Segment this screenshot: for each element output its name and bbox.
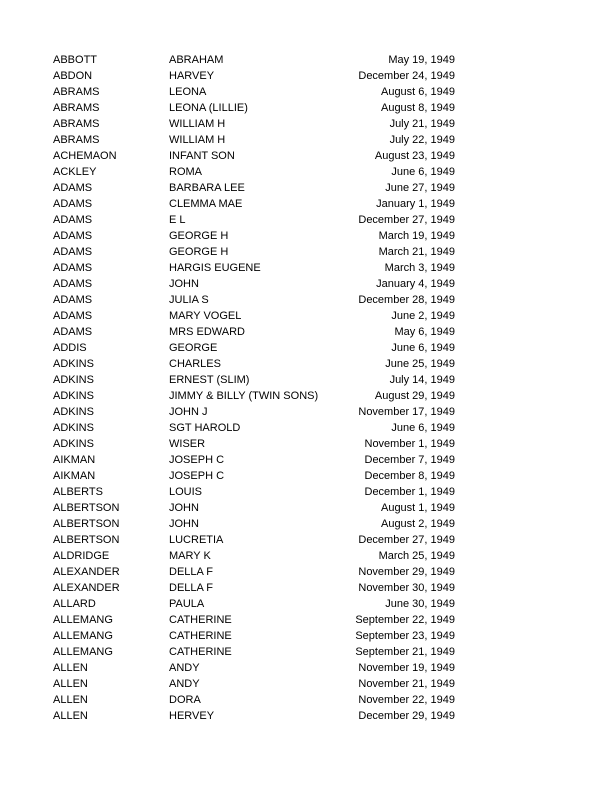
table-row: [53, 660, 455, 676]
date-cell: June 30, 1949: [385, 598, 455, 610]
date-cell: November 17, 1949: [358, 406, 455, 418]
surname-cell: ALLEMANG: [53, 614, 113, 626]
surname-cell: ABRAMS: [53, 118, 100, 130]
surname-cell: ALBERTSON: [53, 518, 120, 530]
given-name-cell: MARY K: [169, 550, 211, 562]
given-name-cell: MRS EDWARD: [169, 326, 245, 338]
given-name-cell: WISER: [169, 438, 206, 450]
table-row: [53, 628, 455, 644]
date-cell: June 6, 1949: [391, 422, 455, 434]
table-row: [53, 452, 455, 468]
surname-cell: AIKMAN: [53, 454, 96, 466]
surname-cell: ALEXANDER: [53, 566, 120, 578]
date-cell: July 22, 1949: [389, 134, 455, 146]
surname-cell: ALLEMANG: [53, 630, 113, 642]
given-name-cell: INFANT SON: [169, 150, 235, 162]
table-row: [53, 196, 455, 212]
table-row: [53, 52, 455, 68]
surname-cell: ALBERTSON: [53, 502, 120, 514]
surname-cell: ADKINS: [53, 374, 94, 386]
given-name-cell: CLEMMA MAE: [169, 198, 243, 210]
date-cell: December 8, 1949: [364, 470, 455, 482]
date-cell: March 3, 1949: [384, 262, 455, 274]
date-cell: September 23, 1949: [355, 630, 455, 642]
surname-cell: ALDRIDGE: [53, 550, 110, 562]
given-name-cell: CATHERINE: [169, 646, 232, 658]
surname-cell: ALBERTS: [53, 486, 103, 498]
given-name-cell: DELLA F: [169, 582, 214, 594]
date-cell: December 29, 1949: [358, 710, 455, 722]
table-row: [53, 84, 455, 100]
given-name-cell: LEONA: [169, 86, 207, 98]
given-name-cell: BARBARA LEE: [169, 182, 245, 194]
date-cell: June 27, 1949: [385, 182, 455, 194]
table-row: [53, 580, 455, 596]
date-cell: November 29, 1949: [358, 566, 455, 578]
given-name-cell: WILLIAM H: [169, 118, 226, 130]
table-row: [53, 484, 455, 500]
given-name-cell: JOSEPH C: [169, 454, 225, 466]
table-row: [53, 372, 455, 388]
table-row: [53, 564, 455, 580]
date-cell: March 25, 1949: [378, 550, 455, 562]
date-cell: March 21, 1949: [378, 246, 455, 258]
surname-cell: ADAMS: [53, 326, 93, 338]
table-row: [53, 212, 455, 228]
date-cell: November 30, 1949: [358, 582, 455, 594]
given-name-cell: DORA: [169, 694, 201, 706]
table-row: [53, 548, 455, 564]
surname-cell: ADAMS: [53, 182, 93, 194]
date-cell: November 1, 1949: [364, 438, 455, 450]
date-cell: June 6, 1949: [391, 166, 455, 178]
table-row: [53, 516, 455, 532]
given-name-cell: PAULA: [169, 598, 205, 610]
date-cell: May 6, 1949: [394, 326, 455, 338]
table-row: [53, 404, 455, 420]
date-cell: July 21, 1949: [389, 118, 455, 130]
table-row: [53, 276, 455, 292]
date-cell: September 22, 1949: [355, 614, 455, 626]
given-name-cell: DELLA F: [169, 566, 214, 578]
given-name-cell: GEORGE: [169, 342, 218, 354]
surname-cell: ALLARD: [53, 598, 96, 610]
surname-cell: ADAMS: [53, 262, 93, 274]
table-row: [53, 68, 455, 84]
surname-cell: ADAMS: [53, 278, 93, 290]
surname-cell: ABBOTT: [53, 54, 98, 66]
surname-cell: ABRAMS: [53, 86, 100, 98]
table-row: [53, 532, 455, 548]
table-row: [53, 308, 455, 324]
table-row: [53, 180, 455, 196]
table-row: [53, 436, 455, 452]
table-row: [53, 612, 455, 628]
given-name-cell: ABRAHAM: [169, 54, 224, 66]
given-name-cell: WILLIAM H: [169, 134, 226, 146]
surname-cell: ADKINS: [53, 406, 94, 418]
surname-cell: ALEXANDER: [53, 582, 120, 594]
given-name-cell: JOHN: [169, 278, 199, 290]
surname-cell: ADAMS: [53, 198, 93, 210]
given-name-cell: CATHERINE: [169, 630, 232, 642]
surname-cell: ADKINS: [53, 438, 94, 450]
table-row: [53, 708, 455, 724]
date-cell: May 19, 1949: [388, 54, 455, 66]
date-cell: July 14, 1949: [389, 374, 455, 386]
table-row: [53, 356, 455, 372]
surname-cell: ALBERTSON: [53, 534, 120, 546]
given-name-cell: GEORGE H: [169, 246, 229, 258]
date-cell: August 23, 1949: [374, 150, 455, 162]
table-row: [53, 692, 455, 708]
given-name-cell: ANDY: [169, 662, 200, 674]
table-row: [53, 644, 455, 660]
given-name-cell: E L: [169, 214, 186, 226]
given-name-cell: JIMMY & BILLY (TWIN SONS): [169, 390, 319, 402]
given-name-cell: MARY VOGEL: [169, 310, 242, 322]
table-row: [53, 260, 455, 276]
name-index-list: [53, 52, 455, 724]
table-row: [53, 388, 455, 404]
surname-cell: ALLEN: [53, 662, 88, 674]
date-cell: January 1, 1949: [376, 198, 455, 210]
surname-cell: ADKINS: [53, 422, 94, 434]
given-name-cell: CHARLES: [169, 358, 221, 370]
surname-cell: ALLEMANG: [53, 646, 113, 658]
given-name-cell: ANDY: [169, 678, 200, 690]
given-name-cell: HERVEY: [169, 710, 215, 722]
given-name-cell: ROMA: [169, 166, 202, 178]
surname-cell: ADAMS: [53, 230, 93, 242]
table-row: [53, 164, 455, 180]
surname-cell: ALLEN: [53, 710, 88, 722]
date-cell: December 28, 1949: [358, 294, 455, 306]
date-cell: November 22, 1949: [358, 694, 455, 706]
given-name-cell: HARVEY: [169, 70, 215, 82]
date-cell: August 6, 1949: [380, 86, 455, 98]
given-name-cell: GEORGE H: [169, 230, 229, 242]
surname-cell: AIKMAN: [53, 470, 96, 482]
table-row: [53, 324, 455, 340]
given-name-cell: HARGIS EUGENE: [169, 262, 261, 274]
given-name-cell: JOHN: [169, 518, 199, 530]
date-cell: August 8, 1949: [380, 102, 455, 114]
date-cell: August 1, 1949: [380, 502, 455, 514]
given-name-cell: LOUIS: [169, 486, 203, 498]
surname-cell: ABRAMS: [53, 134, 100, 146]
table-row: [53, 148, 455, 164]
surname-cell: ADAMS: [53, 294, 93, 306]
given-name-cell: SGT HAROLD: [169, 422, 241, 434]
table-row: [53, 340, 455, 356]
surname-cell: ADKINS: [53, 358, 94, 370]
date-cell: December 27, 1949: [358, 214, 455, 226]
table-row: [53, 468, 455, 484]
date-cell: June 25, 1949: [385, 358, 455, 370]
given-name-cell: JULIA S: [169, 294, 209, 306]
table-row: [53, 100, 455, 116]
date-cell: November 19, 1949: [358, 662, 455, 674]
date-cell: August 2, 1949: [380, 518, 455, 530]
date-cell: March 19, 1949: [378, 230, 455, 242]
date-cell: January 4, 1949: [376, 278, 455, 290]
surname-cell: ADKINS: [53, 390, 94, 402]
date-cell: June 2, 1949: [391, 310, 455, 322]
date-cell: December 7, 1949: [364, 454, 455, 466]
date-cell: September 21, 1949: [355, 646, 455, 658]
given-name-cell: JOHN J: [169, 406, 208, 418]
surname-cell: ABDON: [53, 70, 93, 82]
table-row: [53, 132, 455, 148]
date-cell: December 1, 1949: [364, 486, 455, 498]
date-cell: November 21, 1949: [358, 678, 455, 690]
table-row: [53, 116, 455, 132]
given-name-cell: LEONA (LILLIE): [169, 102, 248, 114]
surname-cell: ADAMS: [53, 214, 93, 226]
surname-cell: ACHEMAON: [53, 150, 117, 162]
surname-cell: ADAMS: [53, 310, 93, 322]
table-row: [53, 244, 455, 260]
given-name-cell: ERNEST (SLIM): [169, 374, 250, 386]
table-row: [53, 420, 455, 436]
table-row: [53, 596, 455, 612]
table-row: [53, 500, 455, 516]
table-row: [53, 676, 455, 692]
given-name-cell: CATHERINE: [169, 614, 232, 626]
table-row: [53, 292, 455, 308]
table-row: [53, 228, 455, 244]
date-cell: June 6, 1949: [391, 342, 455, 354]
surname-cell: ALLEN: [53, 694, 88, 706]
surname-cell: ADDIS: [53, 342, 87, 354]
given-name-cell: JOHN: [169, 502, 199, 514]
date-cell: December 27, 1949: [358, 534, 455, 546]
date-cell: December 24, 1949: [358, 70, 455, 82]
surname-cell: ALLEN: [53, 678, 88, 690]
surname-cell: ACKLEY: [53, 166, 97, 178]
surname-cell: ABRAMS: [53, 102, 100, 114]
date-cell: August 29, 1949: [374, 390, 455, 402]
given-name-cell: LUCRETIA: [169, 534, 224, 546]
given-name-cell: JOSEPH C: [169, 470, 225, 482]
surname-cell: ADAMS: [53, 246, 93, 258]
